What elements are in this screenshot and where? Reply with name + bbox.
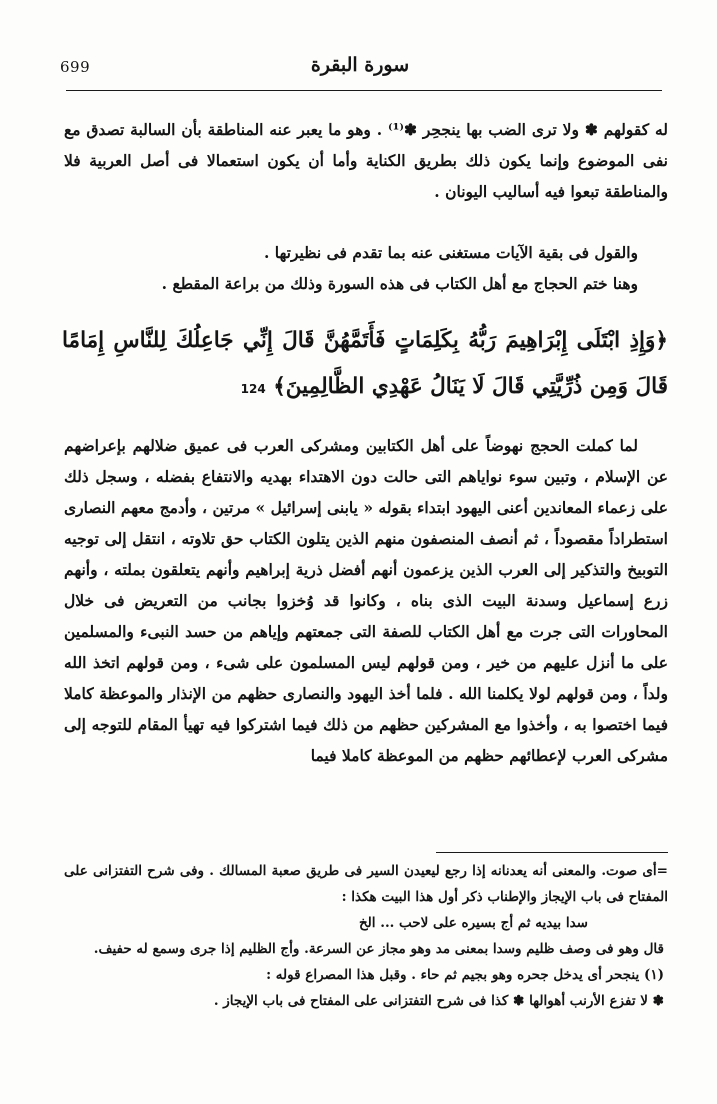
header-divider [66, 90, 662, 91]
paragraph-text: وهنا ختم الحجاج مع أهل الكتاب فى هذه السورة وذلك من براعة المقطع . [161, 274, 638, 293]
paragraph-text: والقول فى بقية الآيات مستغنى عنه بما تقدم فى نظيرتها . [264, 243, 638, 262]
paragraph-text: لما كملت الحجج نهوضاً على أهل الكتابين ومشركى العرب فى عميق ضلالهم بإعراضهم عن الإسلام ، وتبين سوء نواياهم التى حالت دون الاهتداء بهديه والانتفاع بفضله ، وسجل ذلك على زعماء المعاندين أعنى اليهود ابتداء بقوله « يابنى إسرائيل » مرتين ، وأدمج معهم النصارى استطراداً مقصوداً ، ثم أنصف المنصفون منهم الذين يتلون الكتاب حق تلاوته ، انتقل إلى توجيه التوبيخ والتذكير إلى العرب الذين يزعمون أنهم أفضل ذرية إبراهيم وأنهم يتعلقون بملته ، وأنهم زرع إسماعيل وسدنة البيت الذى بناه ، وكانوا قد وُخزوا بجانب من التعريض فى خلال المحاورات التى جرت مع أهل الكتاب للصفة التى جمعتهم وإياهم من حسد النبىء والمسلمين على ما أنزل عليهم من خير ، ومن قولهم ليس المسلمون على شىء ، ومن قولهم اتخذ الله ولداً ، ومن قولهم لولا يكلمنا الله . فلما أخذ اليهود والنصارى حظهم من الإنذار والموعظة كاملا فيما اختصوا به ، وأخذوا مع المشركين حظهم من ذلك فيما اشتركوا فيه تهيأ المقام للتوجه إلى مشركى العرب لإعطائهم حظهم من الموعظة كاملا فيما [64, 436, 668, 765]
page-number: 699 [60, 58, 91, 76]
footnote-verse: سدا بيديه ثم أج بسيره على لاحب ... الخ [358, 915, 588, 931]
quran-verse [62, 318, 668, 412]
page-header [60, 52, 660, 88]
commentary-paragraph [64, 430, 668, 771]
footnotes [64, 858, 668, 1014]
footnote-1: (١) ينجحر أى يدخل جحره وهو بجيم ثم حاء . وقبل هذا المصراع قوله : [266, 967, 664, 983]
footnote-text: ✽ لا تفزع الأرنب أهوالها ✽ كذا فى شرح التفتزانى على المفتاح فى باب الإيجاز . [213, 993, 664, 1009]
closing-remarks [64, 237, 668, 299]
verse-text: ﴿وَإِذِ ابْتَلَى إِبْرَاهِيمَ رَبُّهُ بِكَلِمَاتٍ فَأَتَمَّهُنَّ قَالَ إِنِّي جَاعِلُكَ لِلنَّاسِ إِمَامًا قَالَ وَمِن ذُرِّيَّتِي قَالَ لَا يَنَالُ عَهْدِي الظَّالِمِينَ﴾ [62, 328, 668, 399]
footnote-continuation: =أى صوت. والمعنى أنه يعدنانه إذا رجع ليعيدن السير فى طريق صعبة المسالك . وفى شرح التفتزانى على المفتاح فى باب الإيجاز والإطناب ذكر أول هذا البيت هكذا : [64, 863, 668, 905]
verse-number: 124 [240, 382, 266, 396]
footnote-text: قال وهو فى وصف ظليم وسدا بمعنى مد وهو مجاز عن السرعة. وأج الظليم إذا جرى وسمع له حفيف. [93, 941, 664, 957]
surah-title: سورة البقرة [310, 54, 410, 76]
opening-paragraph [64, 114, 668, 207]
paragraph-text: له كقولهم ✽ ولا ترى الضب بها ينجحِر ✽⁽¹⁾ . وهو ما يعبر عنه المناطقة بأن السالبة تصدق مع نفى الموضوع وإنما يكون ذلك بطريق الكناية وأما أن يكون استعمالا فى أصل العربية فلا والمناطقة تبعوا فيه أساليب اليونان . [64, 120, 669, 201]
footnote-divider [436, 852, 668, 853]
